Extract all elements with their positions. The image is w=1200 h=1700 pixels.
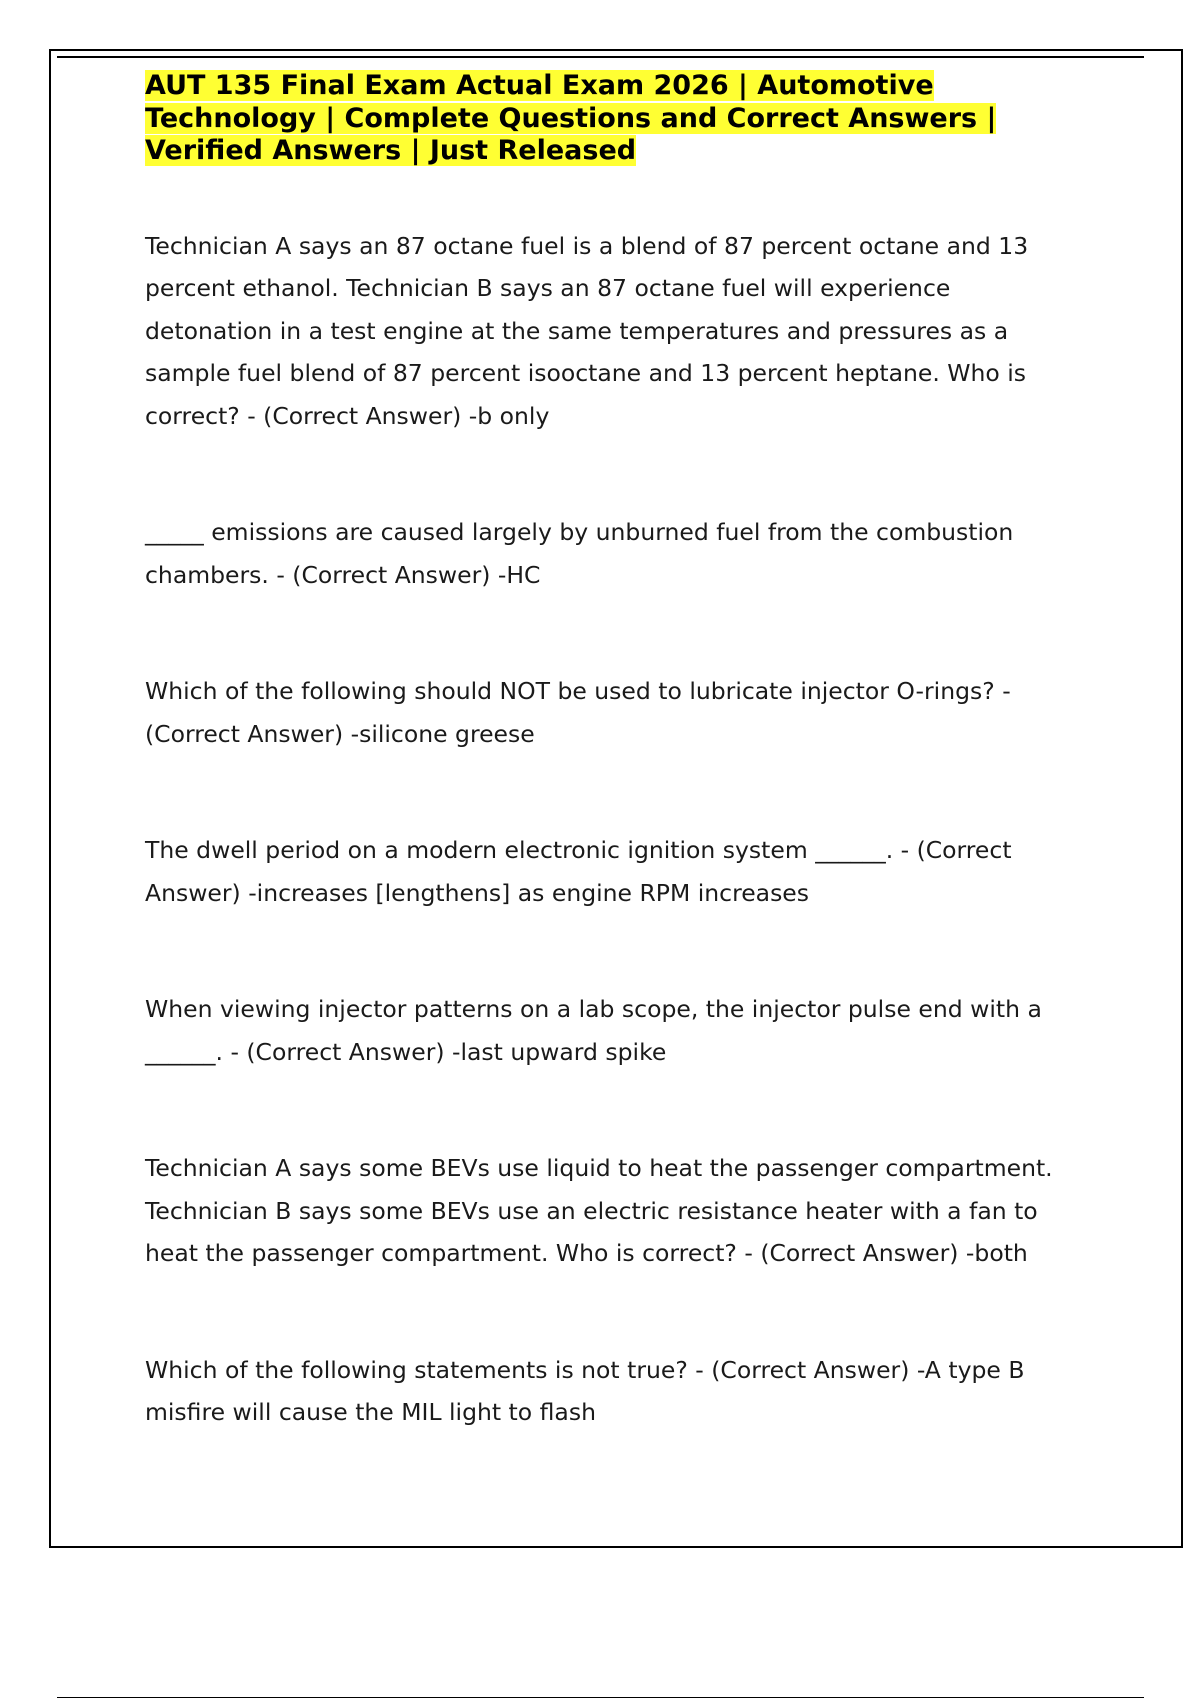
question-item-7: Which of the following statements is not true? - (Correct Answer) -A type B misfire will cause the MIL light to flash	[145, 1355, 1025, 1426]
top-rule	[57, 56, 1144, 58]
question-item-4: The dwell period on a modern electronic ignition system ______. - (Correct Answer) -increases [lengthens] as engine RPM increases	[145, 836, 1012, 907]
document-title	[145, 70, 1085, 168]
question-item-6: Technician A says some BEVs use liquid to heat the passenger compartment. Technician B says some BEVs use an electric resistance heater with a fan to heat the passenger compartment. Who is correct? - (Correct Answer) -both	[145, 1154, 1053, 1267]
question-item-5: When viewing injector patterns on a lab scope, the injector pulse end with a ______. - (Correct Answer) -last upward spike	[145, 995, 1042, 1066]
question-item-1: Technician A says an 87 octane fuel is a blend of 87 percent octane and 13 percent ethanol. Technician B says an 87 octane fuel will experience detonation in a test engine at the same temperatures and pressures as a sample fuel blend of 87 percent isooctane and 13 percent heptane. Who is correct? - (Correct Answer) -b only	[145, 231, 1029, 430]
bottom-rule	[57, 1697, 1144, 1698]
title-highlight: AUT 135 Final Exam Actual Exam 2026 | Automotive Technology | Complete Questions and Correct Answers | Verified Answers | Just Released	[145, 70, 997, 166]
document-body	[145, 70, 1085, 1434]
question-item-3: Which of the following should NOT be used to lubricate injector O-rings? - (Correct Answer) -silicone greese	[145, 677, 1011, 748]
question-list	[145, 225, 1085, 1434]
question-item-2: _____ emissions are caused largely by unburned fuel from the combustion chambers. - (Correct Answer) -HC	[145, 518, 1014, 589]
